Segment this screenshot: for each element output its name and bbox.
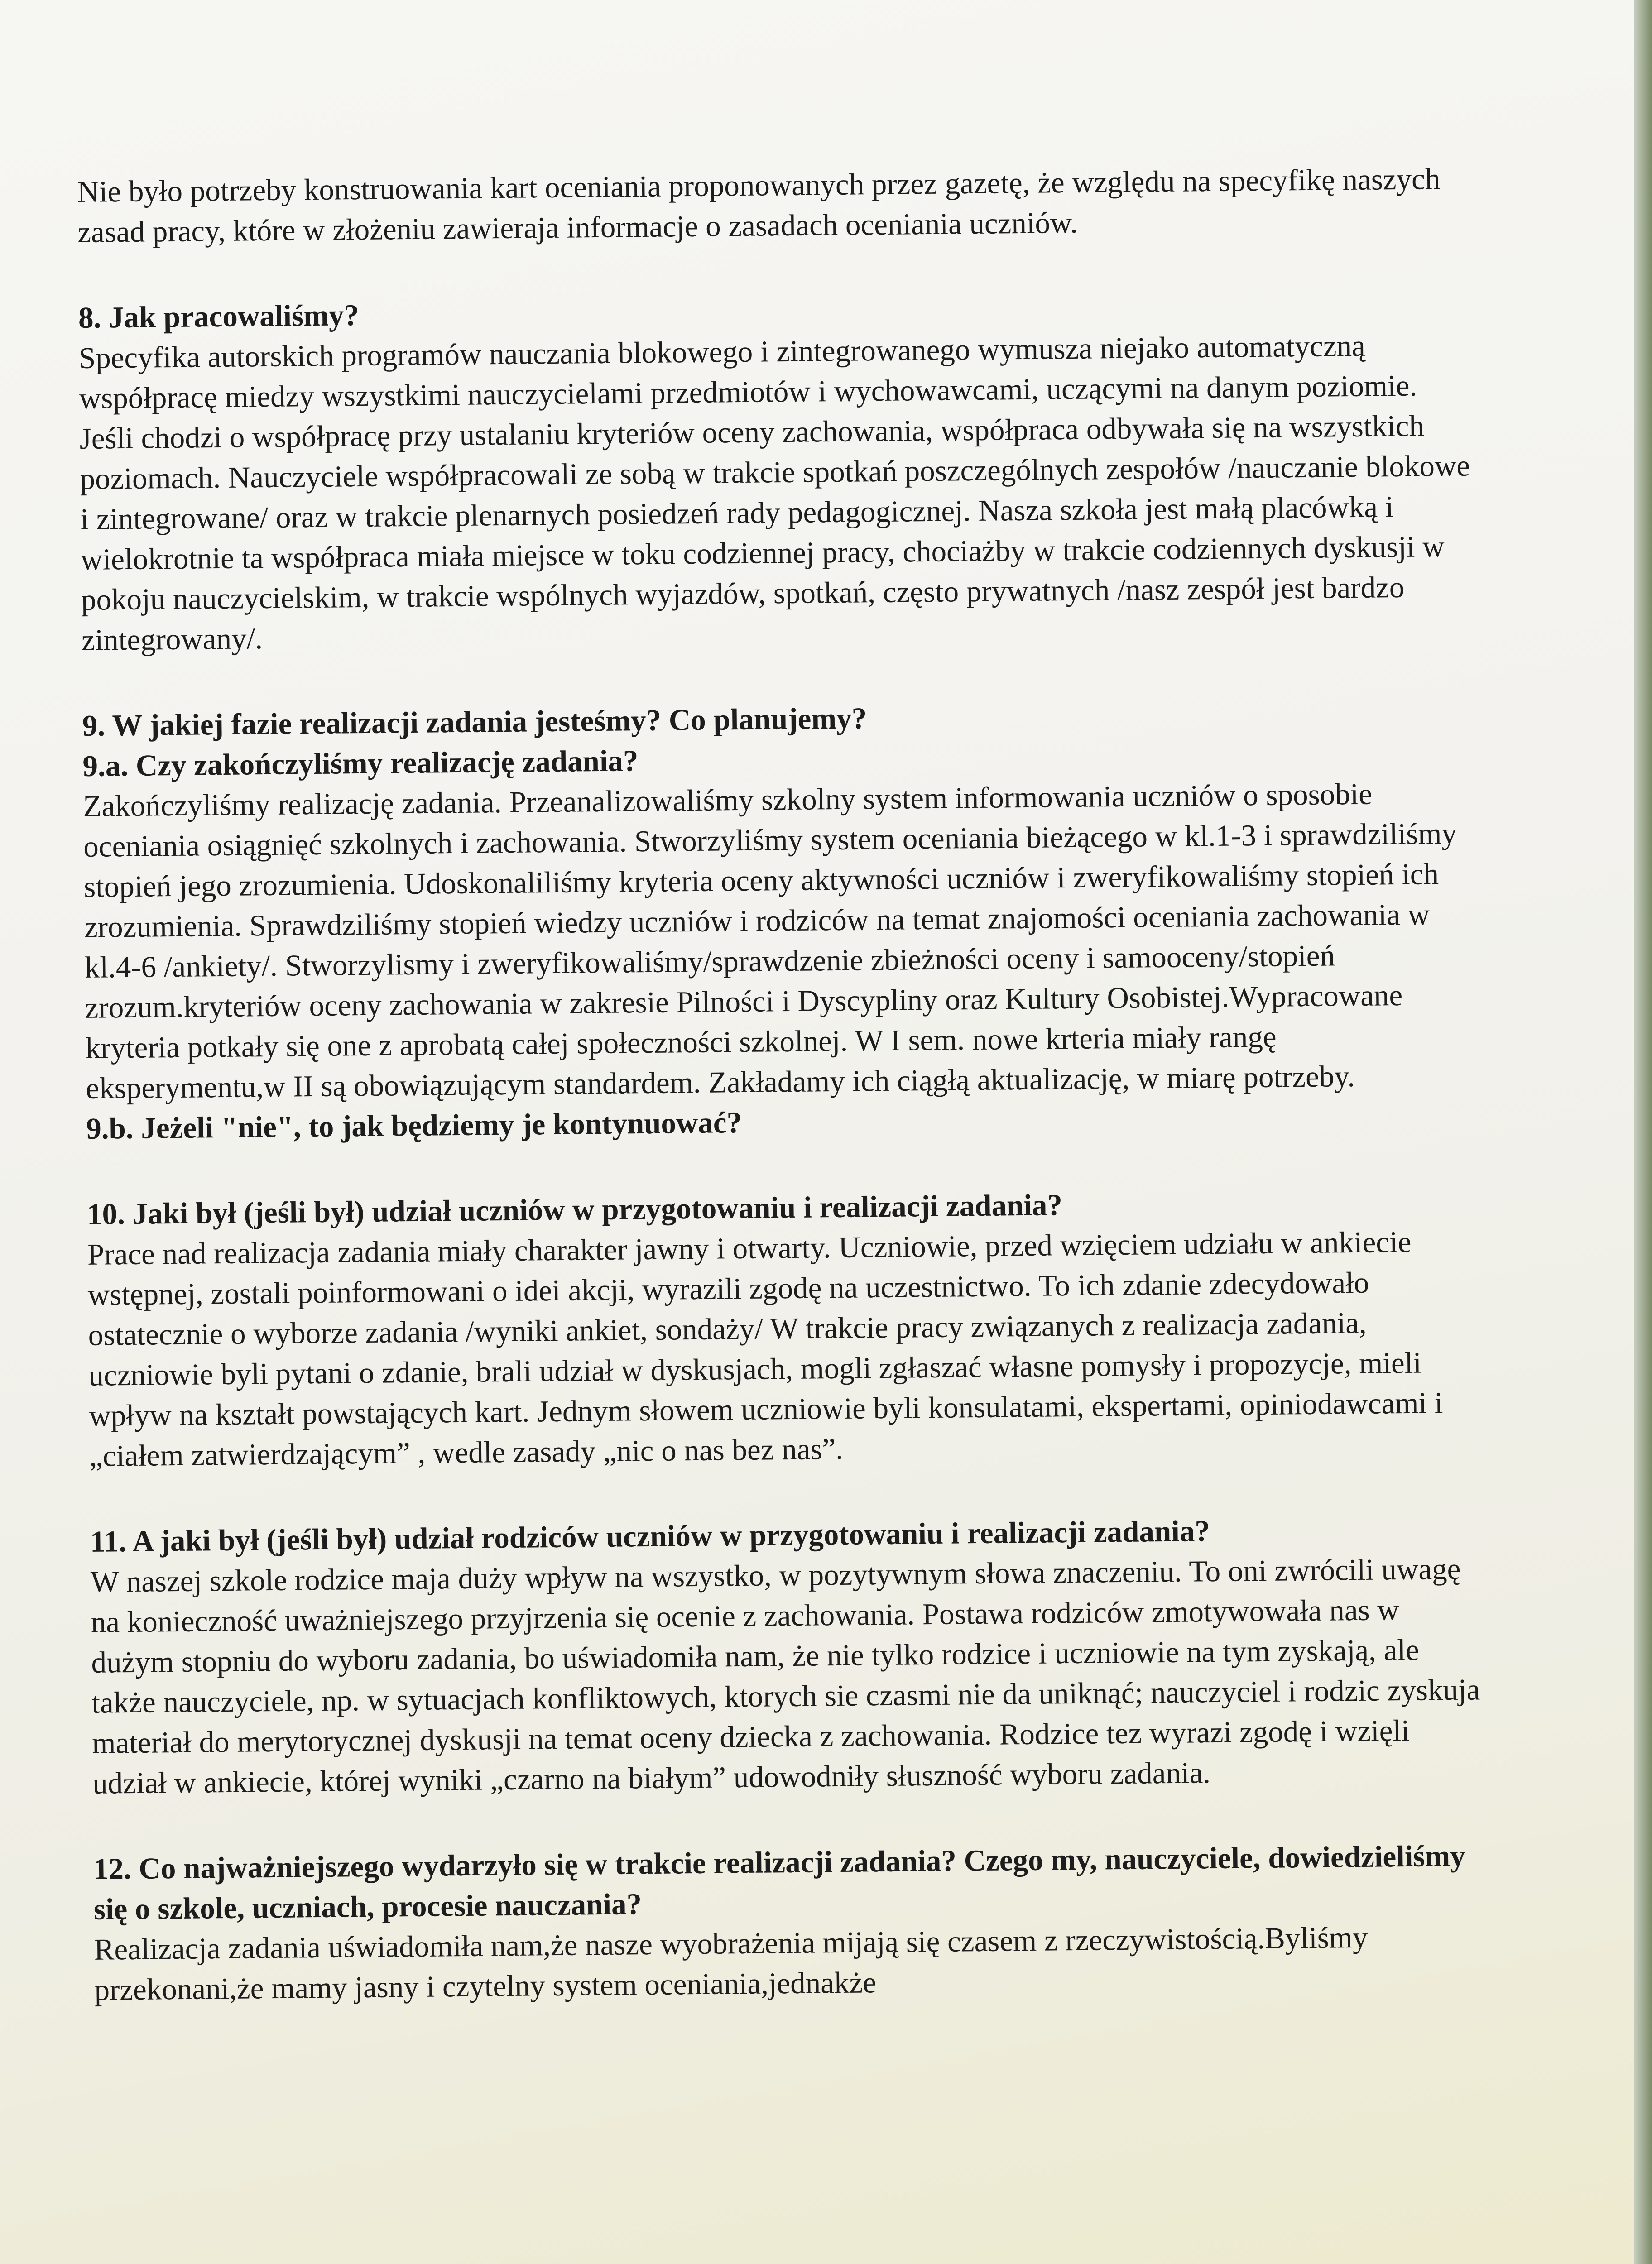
intro-paragraph: Nie było potrzeby konstruowania kart oceniania proponowanych przez gazetę, że względu na specyfikę naszych zasad pracy, które w złożeniu zawieraja informacje o zasadach oceniania uczniów. [77,162,1441,249]
section-8-body: Specyfika autorskich programów nauczania blokowego i zintegrowanego wymusza niejako automatyczną współpracę miedzy wszystkimi nauczycielami przedmiotów i wychowawcami, uczącymi na danym poziomie. Jeśli chodzi o współpracę przy ustalaniu kryteriów oceny zachowania, współpraca odbywała się na wszystkich poziomach. Nauczyciele współpracowali ze sobą w trakcie spotkań poszczególnych zespołów /nauczanie blokowe i zintegrowane/ oraz w trakcie plenarnych posiedzeń rady pedagogicznej. Nasza szkoła jest małą placówką i wielokrotnie ta współpraca miała miejsce w toku codziennej pracy, chociażby w trakcie codziennych dyskusji w pokoju nauczycielskim, w trakcie wspólnych wyjazdów, spotkań, często prywatnych /nasz zespół jest bardzo zintegrowany/. [78,329,1470,657]
section-9b-heading: 9.b. Jeżeli "nie", to jak będziemy je kontynuować? [86,1106,742,1146]
section-9-heading: 9. W jakiej fazie realizacji zadania jesteśmy? Co planujemy? [82,701,867,743]
section-12-body: Realizacja zadania uświadomiła nam,że nasze wyobrażenia mijają się czasem z rzeczywistością.Byliśmy przekonani,że mamy jasny i czytelny system oceniania,jednakże [94,1920,1368,2007]
section-11-heading: 11. A jaki był (jeśli był) udział rodziców uczniów w przygotowaniu i realizacji zadania? [90,1514,1210,1559]
section-9a-heading: 9.a. Czy zakończyliśmy realizację zadania? [82,744,639,783]
section-10-body: Prace nad realizacja zadania miały charakter jawny i otwarty. Uczniowie, przed wzięciem udziału w ankiecie wstępnej, zostali poinformowani o idei akcji, wyrazili zgodę na uczestnictwo. To ich zdanie zdecydowało ostatecznie o wyborze zadania /wyniki ankiet, sondaży/ W trakcie pracy związanych z realizacja zadania, uczniowie byli pytani o zdanie, brali udział w dyskusjach, mogli zgłaszać własne pomysły i propozycje, mieli wpływ na kształt powstających kart. Jednym słowem uczniowie byli konsulatami, ekspertami, opiniodawcami i „ciałem zatwierdzającym” , wedle zasady „nic o nas bez nas”. [87,1225,1443,1473]
section-9a-body: Zakończyliśmy realizację zadania. Przeanalizowaliśmy szkolny system informowania uczniów o sposobie oceniania osiągnięć szkolnych i zachowania. Stworzyliśmy system oceniania bieżącego w kl.1-3 i sprawdziliśmy stopień jego zrozumienia. Udoskonaliliśmy kryteria oceny aktywności uczniów i zweryfikowaliśmy stopień ich zrozumienia. Sprawdziliśmy stopień wiedzy uczniów i rodziców na temat znajomości oceniania zachowania w kl.4-6 /ankiety/. Stworzylismy i zweryfikowaliśmy/sprawdzenie zbieżności oceny i samooceny/stopień zrozum.kryteriów oceny zachowania w zakresie Pilności i Dyscypliny oraz Kultury Osobistej.Wypracowane kryteria potkały się one z aprobatą całej społeczności szkolnej. W I sem. nowe krteria miały rangę eksperymentu,w II są obowiązującym standardem. Zakładamy ich ciągłą aktualizację, w miarę potrzeby. [83,777,1457,1105]
document-text [77,158,1489,2010]
section-8-heading: 8. Jak pracowaliśmy? [78,298,360,335]
section-12-heading: 12. Co najważniejszego wydarzyło się w trakcie realizacji zadania? Czego my, nauczyciele, dowiedzieliśmy się o szkole, uczniach, procesie nauczania? [93,1839,1466,1926]
section-11-body: W naszej szkole rodzice maja duży wpływ na wszystko, w pozytywnym słowa znaczeniu. To oni zwrócili uwagę na konieczność uważniejszego przyjrzenia się ocenie z zachowania. Postawa rodziców zmotywowała nas w dużym stopniu do wyboru zadania, bo uświadomiła nam, że nie tylko rodzice i uczniowie na tym zyskają, ale także nauczyciele, np. w sytuacjach konfliktowych, ktorych sie czasmi nie da uniknąć; nauczyciel i rodzic zyskuja materiał do merytorycznej dyskusji na temat oceny dziecka z zachowania. Rodzice tez wyrazi zgodę i wzięli udział w ankiecie, której wyniki „czarno na białym” udowodniły słuszność wyboru zadania. [90,1552,1480,1800]
paper-edge-shadow [1634,0,1652,2264]
section-10-heading: 10. Jaki był (jeśli był) udział uczniów w przygotowaniu i realizacji zadania? [86,1188,1063,1231]
